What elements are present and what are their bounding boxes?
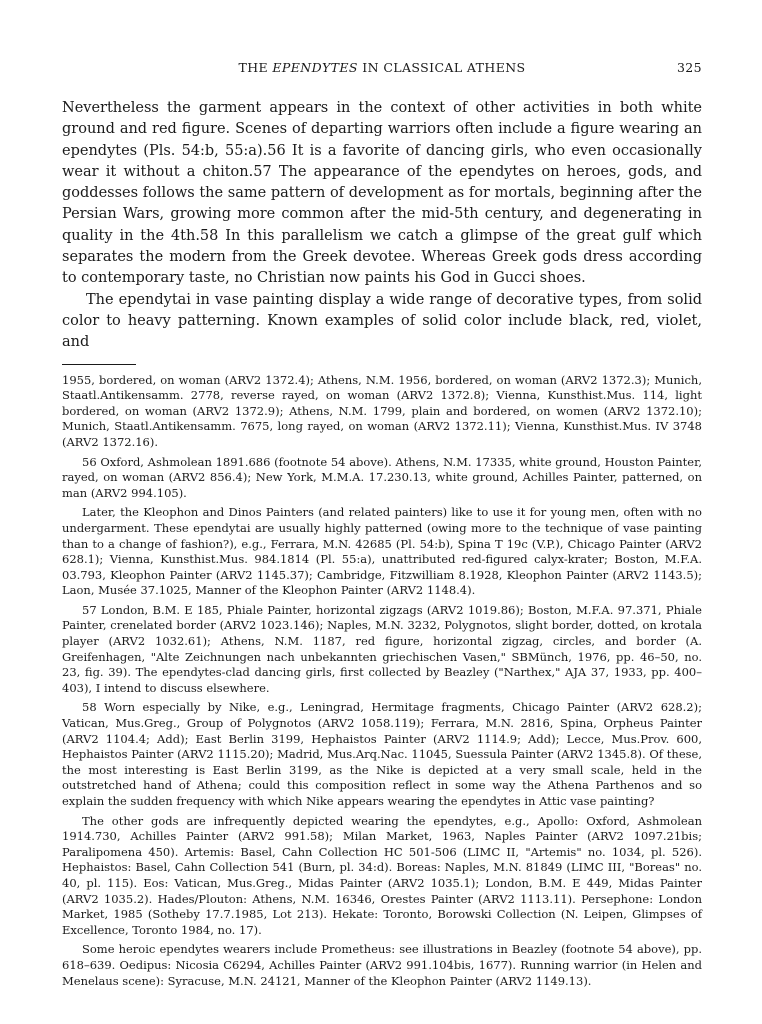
footnote-continuation: 1955, bordered, on woman (ARV2 1372.4); Athens, N.M. 1956, bordered, on woman (ARV2 1372.3); Munich, Staatl.Antikensamm. 2778, reverse rayed, on woman (ARV2 1372.8); Vienna, Kunsthist.Mus. 114, light bordered, on woman (ARV2 1372.9); Athens, N.M. 1799, plain and bordered, on women (ARV2 1372.10); Munich, Staatl.Antikensamm. 7675, long rayed, on woman (ARV2 1372.11); Vienna, Kunsthist.Mus. IV 3748 (ARV2 1372.16). — [62, 372, 702, 449]
footnote-56: 56 Oxford, Ashmolean 1891.686 (footnote 54 above). Athens, N.M. 17335, white ground, Houston Painter, rayed, on woman (ARV2 856.4); New York, M.M.A. 17.230.13, white ground, Achilles Painter, patterned, on man (ARV2 994.105). — [62, 454, 702, 500]
footnote-58-heroes: Some heroic ependytes wearers include Prometheus: see illustrations in Beazley (footnote 54 above), pp. 618–639. Oedipus: Nicosia C6294, Achilles Painter (ARV2 991.104bis, 1677). Running warrior (in Helen and Menelaus scene): Syracuse, M.N. 24121, Manner of the Kleophon Painter (ARV2 1149.13). — [62, 942, 702, 988]
footnote-rule — [62, 364, 136, 365]
running-head-title: THE EPENDYTES IN CLASSICAL ATHENS — [238, 60, 526, 75]
body-text — [62, 98, 702, 354]
footnote-57: 57 London, B.M. E 185, Phiale Painter, horizontal zigzags (ARV2 1019.86); Boston, M.F.A. 97.371, Phiale Painter, crenelated border (ARV2 1023.146); Naples, M.N. 3232, Polygnotos, slight border, dotted, on krotala player (ARV2 1032.61); Athens, N.M. 1187, red figure, horizontal zigzag, circles, and border (A. Greifenhagen, "Alte Zeichnungen nach unbekannten griechischen Vasen," SBMünch, 1976, pp. 46–50, no. 23, fig. 39). The ependytes-clad dancing girls, first collected by Beazley ("Narthex," AJA 37, 1933, pp. 400–403), I intend to discuss elsewhere. — [62, 602, 702, 695]
footnote-58: 58 Worn especially by Nike, e.g., Leningrad, Hermitage fragments, Chicago Painter (ARV2 628.2); Vatican, Mus.Greg., Group of Polygnotos (ARV2 1058.119); Ferrara, M.N. 2816, Spina, Orpheus Painter (ARV2 1104.4; Add); East Berlin 3199, Hephaistos Painter (ARV2 1114.9; Add); Lecce, Mus.Prov. 600, Hephaistos Painter (ARV2 1115.20); Madrid, Mus.Arq.Nac. 11045, Suessula Painter (ARV2 1345.8). Of these, the most interesting is East Berlin 3199, as the Nike is depicted at a very small scale, held in the outstretched hand of Athena; could this composition reflect in some way the Athena Parthenos and so explain the sudden frequency with which Nike appears wearing the ependytes in Attic vase painting? — [62, 700, 702, 808]
footnote-56-continued: Later, the Kleophon and Dinos Painters (and related painters) like to use it for young men, often with no undergarment. These ependytai are usually highly patterned (owing more to the technique of vase painting than to a change of fashion?), e.g., Ferrara, M.N. 42685 (Pl. 54:b), Spina T 19c (V.P.), Chicago Painter (ARV2 628.1); Vienna, Kunsthist.Mus. 984.1814 (Pl. 55:a), unattributed red-figured calyx-krater; Boston, M.F.A. 03.793, Kleophon Painter (ARV2 1145.37); Cambridge, Fitzwilliam 8.1928, Kleophon Painter (ARV2 1143.5); Laon, Musée 37.1025, Manner of the Kleophon Painter (ARV2 1148.4). — [62, 505, 702, 598]
running-head — [62, 60, 702, 82]
footnote-58-gods: The other gods are infrequently depicted wearing the ependytes, e.g., Apollo: Oxford, Ashmolean 1914.730, Achilles Painter (ARV2 991.58); Milan Market, 1963, Naples Painter (ARV2 1097.21bis; Paralipomena 450). Artemis: Basel, Cahn Collection HC 501-506 (LIMC II, "Artemis" no. 1034, pl. 526). Hephaistos: Basel, Cahn Collection 541 (Burn, pl. 34:d). Boreas: Naples, M.N. 81849 (LIMC III, "Boreas" no. 40, pl. 115). Eos: Vatican, Mus.Greg., Midas Painter (ARV2 1035.1); London, B.M. E 449, Midas Painter (ARV2 1035.2). Hades/Plouton: Athens, N.M. 16346, Orestes Painter (ARV2 1113.11). Persephone: London Market, 1985 (Sotheby 17.7.1985, Lot 213). Hekate: Toronto, Borowski Collection (N. Leipen, Glimpses of Excellence, Toronto 1984, no. 17). — [62, 813, 702, 937]
body-paragraph-2: The ependytai in vase painting display a wide range of decorative types, from solid color to heavy patterning. Known examples of solid color include black, red, violet, and — [62, 291, 702, 351]
page — [62, 60, 702, 993]
footnotes — [62, 373, 702, 990]
page-number: 325 — [676, 60, 702, 75]
body-paragraph-1: Nevertheless the garment appears in the context of other activities in both white ground and red figure. Scenes of departing warriors often include a figure wearing an ependytes (Pls. 54:b, 55:a).56 It is a favorite of dancing girls, who even occasionally wear it without a chiton.57 The appearance of the ependytes on heroes, gods, and goddesses follows the same pattern of development as for mortals, beginning after the Persian Wars, growing more common after the mid-5th century, and degenerating in quality in the 4th.58 In this parallelism we catch a glimpse of the great gulf which separates the modern from the Greek devotee. Whereas Greek gods dress according to contemporary taste, no Christian now paints his God in Gucci shoes. — [62, 100, 702, 287]
